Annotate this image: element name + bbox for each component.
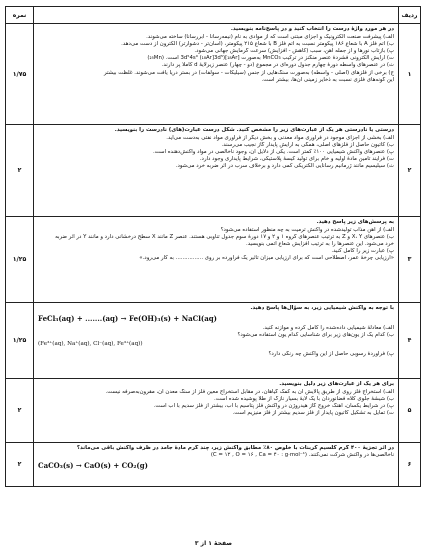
question-title: به پرسش‌های زیر پاسخ دهید. xyxy=(316,219,394,225)
question-note: ناخالصی‌ها در واکنش شرکت نمی‌کنند. (C = ۱۲ , O = ۱۶ , Ca = ۴۰ : g·mol⁻¹) xyxy=(210,452,394,459)
question-body xyxy=(34,303,399,379)
question-line: ت) فرایند تأمین مادهٔ اولیه و خام برای تولید کیسهٔ پلاستیکی، شرایط پایداری وجود دارد. xyxy=(199,156,394,163)
question-line: پ) عبارت زیر را کامل کنید. xyxy=(331,248,394,255)
score-column-header: نمره xyxy=(6,7,34,24)
question-line: ب) کاتیون حاصل از فلزهای اصلی، همگی به آرایش پایدار گاز نجیب می‌رسند. xyxy=(221,142,394,149)
question-line: ت) آرایش الکترونی فشردهٔ عنصر منگنز در ترکیب MnCO₃ به‌صورت [₁₈Ar]3d⁵4s⁰ (₁₈Ar]3d⁵) است. (₂₅Mn) xyxy=(147,55,394,62)
question-score: ۱/۲۵ xyxy=(6,303,34,379)
question-row-3 xyxy=(6,217,421,303)
question-title: درستی یا نادرستی هر یک از عبارت‌های زیر را مشخص کنید. شکل درست عبارت(های) نادرست را بنویسید. xyxy=(114,127,394,133)
question-line: این گونه‌های فلزی نسبت به ذخایر زمینی آن‌ها، بیشتر است. xyxy=(261,76,394,83)
question-title: در هر مورد واژهٔ درست را انتخاب کنید و در پاسخ‌نامه بنویسید. xyxy=(230,26,394,32)
question-line: الف) استخراج فلز روی از طریق پالایش آن به کمک گیاهان، در مقابل استخراج معین فلز از سنگ معدن آن، مقرون‌به‌صرفه نیست. xyxy=(105,389,394,396)
ion-list: (Fe³⁺(aq), Na⁺(aq), Cl⁻(aq), Fe³⁺(aq)) xyxy=(38,341,143,348)
question-line: پ) عنصرهای واکنش شیمیایی ۱۰۰٪ کمتر است. یکی از دلایل آن، وجود ناخالصی در مواد واکنش‌دهنده است. xyxy=(152,149,394,156)
page-number: صفحهٔ ۱ از ۳ xyxy=(194,540,233,547)
question-row-2 xyxy=(6,125,421,217)
question-score: ۱/۲۵ xyxy=(6,217,34,303)
index-column-header: ردیف xyxy=(399,7,421,24)
reaction-equation: CaCO₃(s) → CaO(s) + CO₂(g) xyxy=(38,461,148,471)
question-index: ۱ xyxy=(399,24,421,125)
question-body xyxy=(34,24,399,125)
question-title: برای هر یک از عبارت‌های زیر دلیل بنویسید. xyxy=(279,381,394,387)
question-line: ج) برخی از فلزهای (اصلی - واسطه) به‌صورت سنگ‌هایی از جنس (سیلیکات - سولفات) در بستر دریا یافت می‌شوند. غلظت بیشتر xyxy=(104,69,394,76)
question-index: ۲ xyxy=(399,125,421,217)
exam-table xyxy=(5,6,421,487)
question-line: ب) اتم فلز A با شعاع ۱۸۶ پیکومتر نسبت به اتم فلز B با شعاع ۲۱۵ پیکومتر، (آسان‌تر - دشوارتر) الکترون از دست می‌دهد. xyxy=(121,41,394,48)
question-index: ۴ xyxy=(399,303,421,379)
table-header-row xyxy=(6,7,421,24)
question-row-4 xyxy=(6,303,421,379)
question-index: ۶ xyxy=(399,443,421,487)
question-row-6 xyxy=(6,443,421,487)
question-score: ۲ xyxy=(6,443,34,487)
question-line: پ) فراوردهٔ رسوبی حاصل از این واکنش چه رنگی دارد؟ xyxy=(268,350,394,357)
question-line: الف) معادلهٔ شیمیایی داده‌شده را کامل کرده و موازنه کنید. xyxy=(262,325,394,332)
question-title: در اثر تجزیهٔ ۴۰۰ گرم کلسیم کربنات با خلوص ۸۰٪ مطابق واکنش زیر، چند گرم مادهٔ جامد در ظرف واکنش باقی می‌ماند؟ xyxy=(76,445,394,451)
question-body xyxy=(34,443,399,487)
question-line: ث) در عنصرهای واسطه دورهٔ چهارم جدول دوره‌ای در مجموع (دو - چهار) عنصر زیرلایهٔ d کاملاً پر دارند. xyxy=(161,62,394,69)
question-line: پ) بازتاب نورها و از جمله آهن، سبب (کاهش - افزایش) سرعت گرمایش جهانی می‌شود. xyxy=(194,48,394,55)
question-line: الف) پیشرفت صنعت الکترونیک و اجزای مبتنی است که از موادی به نام (نیمه‌رسانا - ابررسانا) ساخته می‌شوند. xyxy=(146,34,394,41)
question-line: ب) کدام یک از یون‌های زیر برای شناسایی کدام یون استفاده می‌شود؟ xyxy=(237,332,394,339)
question-body xyxy=(34,379,399,443)
question-index: ۳ xyxy=(399,217,421,303)
question-line: خرد می‌شود. این عنصرها را به ترتیب افزایش شعاع اتمی بنویسید. xyxy=(246,241,394,248)
question-line: ب) شیشهٔ جلوی کلاه فضانوردان با یک لایهٔ بسیار نازک از طلا پوشیده شده است. xyxy=(214,396,394,403)
question-line: الف) بخشی از اجزای موجود در فرآوری مواد معدنی و بخش دیگر از فرآوری مواد نفتی به‌دست می‌آید. xyxy=(166,135,394,142)
question-row-5 xyxy=(6,379,421,443)
question-body xyxy=(34,125,399,217)
question-line: «ارزیابی چرخهٔ عمر، اصطلاحی است که برای ارزیابی میزان تأثیر یک فراورده بر روی ................ به‌ کار می‌رود.» xyxy=(139,255,394,262)
reaction-equation: FeCl₃(aq) + .......(aq) → Fe(OH)₃(s) + NaCl(aq) xyxy=(38,314,217,324)
question-score: ۲ xyxy=(6,125,34,217)
question-index: ۵ xyxy=(399,379,421,443)
question-line: پ) در شرایط یکسان، آهنگ خروج گاز هیدروژن در واکنش فلز پتاسیم با آب، بیشتر از فلز سدیم با آب است. xyxy=(153,403,394,410)
question-title: با توجه به واکنش شیمیایی زیر، به سؤال‌ها پاسخ دهید. xyxy=(250,305,394,311)
question-body xyxy=(34,217,399,303)
question-row-1 xyxy=(6,24,421,125)
question-line: ب) عنصرهای X، Y و Z به ترتیب عنصرهای گروه ۱ و ۲ و ۱۷ دورهٔ سوم جدول تناوبی هستند. عنصر Z مانند X سطح درخشانی دارد و مانند Y در اثر ضربه xyxy=(55,234,394,241)
question-line: ت) تمایل به تشکیل کاتیون پایدار از فلز سدیم بیشتر از فلز منیزیم است. xyxy=(232,410,394,417)
question-score: ۱/۷۵ xyxy=(6,24,34,125)
question-score: ۲ xyxy=(6,379,34,443)
question-line: الف) از آهن مذاب تولیدشده در واکنش ترمیت به چه منظور استفاده می‌شود؟ xyxy=(220,227,394,234)
question-line: ث) سیلیسیم مانند ژرمانیم رسانایی الکتریکی کمی دارد و برخلاف سرب در اثر ضربه خرد می‌شود. xyxy=(175,163,394,170)
question-column-header xyxy=(34,7,399,24)
